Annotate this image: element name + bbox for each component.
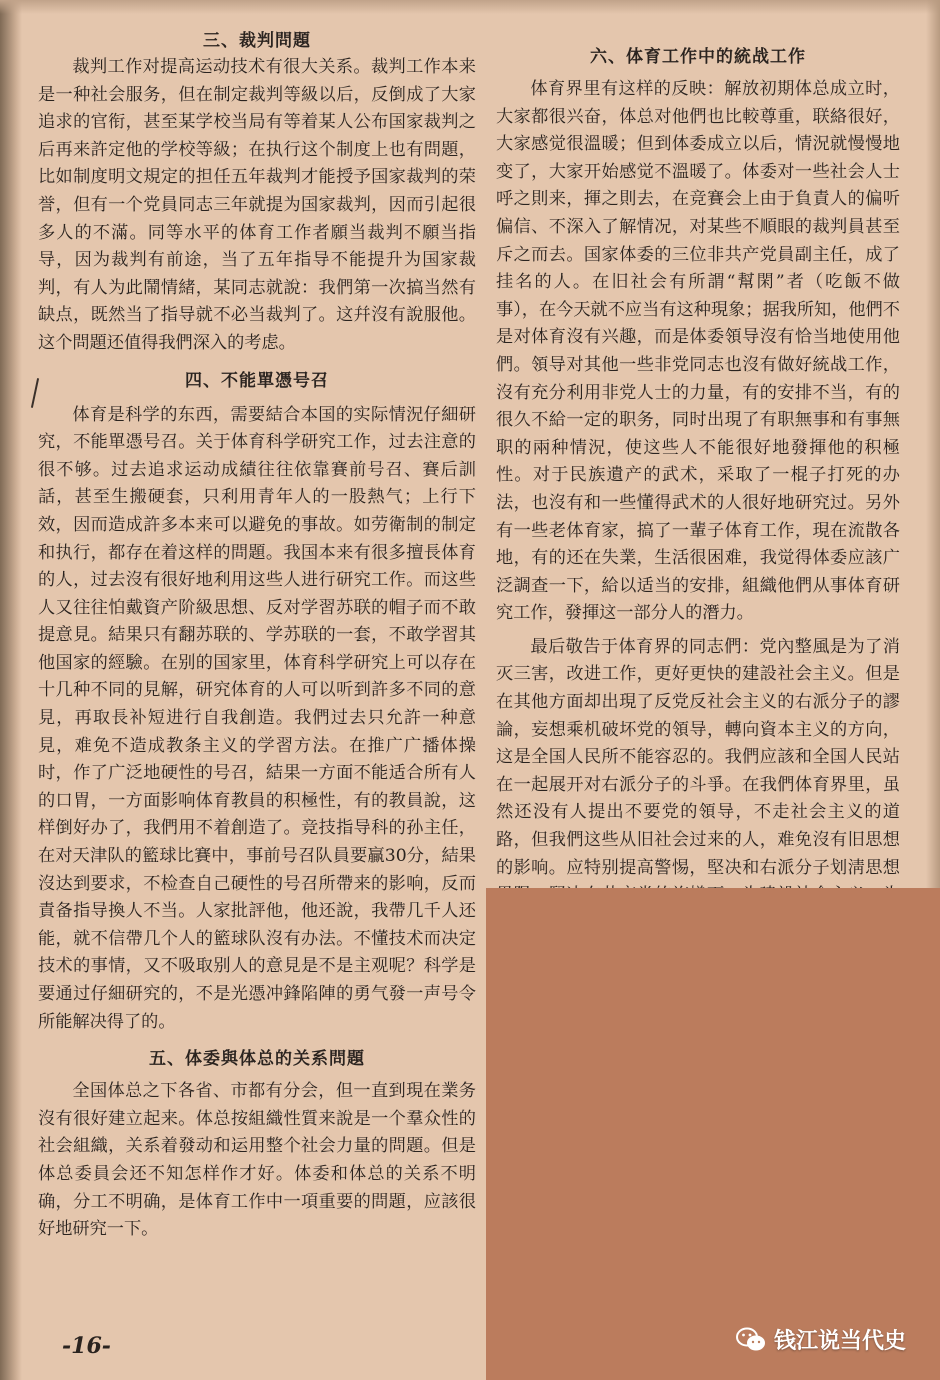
section-paragraph: 裁判工作对提高运动技术有很大关系。裁判工作本来是一种社会服务，但在制定裁判等級以后，反倒成了大家追求的官衔，甚至某学校当局有等着某人公布国家裁判之后再来許定他的学校等級；在执行这个制度上也有問題，比如制度明文規定的担任五年裁判才能授予国家裁判的荣誉，但有一个党員同志三年就提为国家裁判，因而引起很多人的不滿。同等水平的体育工作者願当裁判不願当指导，因为裁判有前途，当了五年指导不能提升为国家裁判，有人为此鬧情緒，某同志就說：我們第一次搞当然有缺点，既然当了指导就不必当裁判了。这幷沒有說服他。这个問題还值得我們深入的考虑。 xyxy=(38,57,476,353)
section-heading-united-front: 六、体育工作中的統战工作 xyxy=(590,47,806,67)
page-number xyxy=(62,1333,111,1359)
wechat-icon xyxy=(736,1327,766,1353)
section-heading-referee: 三、裁判問題 xyxy=(203,31,311,51)
section-paragraph: 最后敬告于体育界的同志們：党內整風是为了消灭三害，改进工作，更好更快的建設社会主义。但是在其他方面却出現了反党反社会主义的右派分子的謬論，妄想乘机破坏党的領导，轉向資本主义的方向，这是全国人民所不能容忍的。我們应該和全国人民站在一起展开对右派分子的斗爭。在我們体育界里，虽然还没有人提出不要党的領导，不走社会主义的道路，但我們这些从旧社会过来的人，难免沒有旧思想的影响。应特别提高警惕，堅决和右派分子划淸思想 xyxy=(496,636,900,878)
section-paragraph: 全国体总之下各省、市都有分会，但一直到現在業务沒有很好建立起来。体总按組織性質来說是一个羣众性的社会組織，关系着發动和运用整个社会力量的問題。但是体总委員会还不知怎样作才好。体委和体总的关系不明确，分工不明确，是体育工作中一項重要的問題，应該很好地研究一下。 xyxy=(38,1081,476,1240)
section-paragraph: 体育界里有这样的反映：解放初期体总成立时，大家都很兴奋，体总对他們也比較尊重，联絡很好，大家感觉很溫暖；但到体委成立以后，情況就慢慢地变了，大家开始感觉不溫暖了。体委对一些社会人士呼之則来，揮之則去，在竞賽会上由于負責人的偏听偏信、不深入了解情况，对某些不順眼的裁判員甚至斥之而去。国家体委的三位非共产党員副主任，成了挂名的人。在旧社会有所謂“幫閑”者（吃飯不做事），在今天就不应当有这种現象；据我所知，他們不是对体育沒有兴趣，而是体委領导沒有恰当地使用他們。領导对其他一些非党同志也沒有做好統战工作，沒有充分利用非党人士的力量，有的安排不当，有的很久不給一定的职务，同时出現了有职無事和有事無职的兩种情況，使这些人不能很好地發揮他的积極性。对于民族遺产的武术，采取了一棍子打死的办法，也沒有和一些懂得武术的人很好地研究过。另外有一些老体育家，搞了一輩子体育工作，現在流散各地，有的还在失業，生活很困难，我觉得体委应該广泛調查一下，給以适当的安排，組織他們从事体育研究工作，發揮这一部分人的潛力。 xyxy=(496,79,900,624)
watermark-text: 钱江说当代史 xyxy=(773,1329,906,1354)
page-number-value: 16 xyxy=(71,1333,102,1359)
section-paragraph: 体育是科学的东西，需要結合本国的实际情況仔細研究，不能單憑号召。关于体育科学研究工作，过去注意的很不够。过去追求运动成績往往依靠賽前号召、賽后訓話，甚至生搬硬套，只利用青年人的一股熱气；上行下效，因而造成許多本来可以避免的事故。如劳衛制的制定和执行，都存在着这样的問題。我国本来有很多擅長体育的人，过去沒有很好地利用这些人进行研究工作。而这些人又往往怕戴資产阶級思想、反对学習苏联的帽子而不敢提意見。結果只有翻苏联的、学苏联的一套，不敢学習其他国家的經驗。在别的国家里，体育科学研究上可以存在十几种不同的見解，研究体育的人可以听到許多不同的意見，再取長补短进行自我創造。我們过去只允許一种意見，难免不造成教条主义的学習方法。在推广广播体操时，作了广泛地硬性的号召，結果一方面不能适合所有人的口胃，一方面影响体育教員的积極性，有的教員說，这样倒好办了，我們用不着創造了。竞技指导科的孙主任，在对天津队的籃球比賽中，事前号召队員要贏30分，結果沒达到要求，不检查自己硬性的号召所帶来的影响，反而責备指导換人不当。人家批評他，他还說，我帶几千人还能，就不信帶几个人的籃球队沒有办法。不懂技术而决定技术的事情，又不吸取别人的意見是不是主观呢？科学是要通过仔細研究的，不是光憑冲鋒陷陣的勇气發一声号令所能解决得了的。 xyxy=(38,404,476,1032)
right-column xyxy=(496,44,900,937)
page-number-dash: - xyxy=(62,1333,72,1359)
left-column xyxy=(38,26,476,1244)
watermark xyxy=(736,1324,906,1355)
blank-paper-patch xyxy=(486,888,940,1380)
page-number-dash: - xyxy=(101,1333,111,1359)
section-heading-call: 四、不能單憑号召 xyxy=(185,370,329,391)
page-binding-shadow xyxy=(0,0,22,1380)
section-heading-relationship: 五、体委與体总的关系問題 xyxy=(149,1049,365,1070)
page-right-shadow xyxy=(926,0,940,900)
page-top-shadow xyxy=(0,0,940,14)
